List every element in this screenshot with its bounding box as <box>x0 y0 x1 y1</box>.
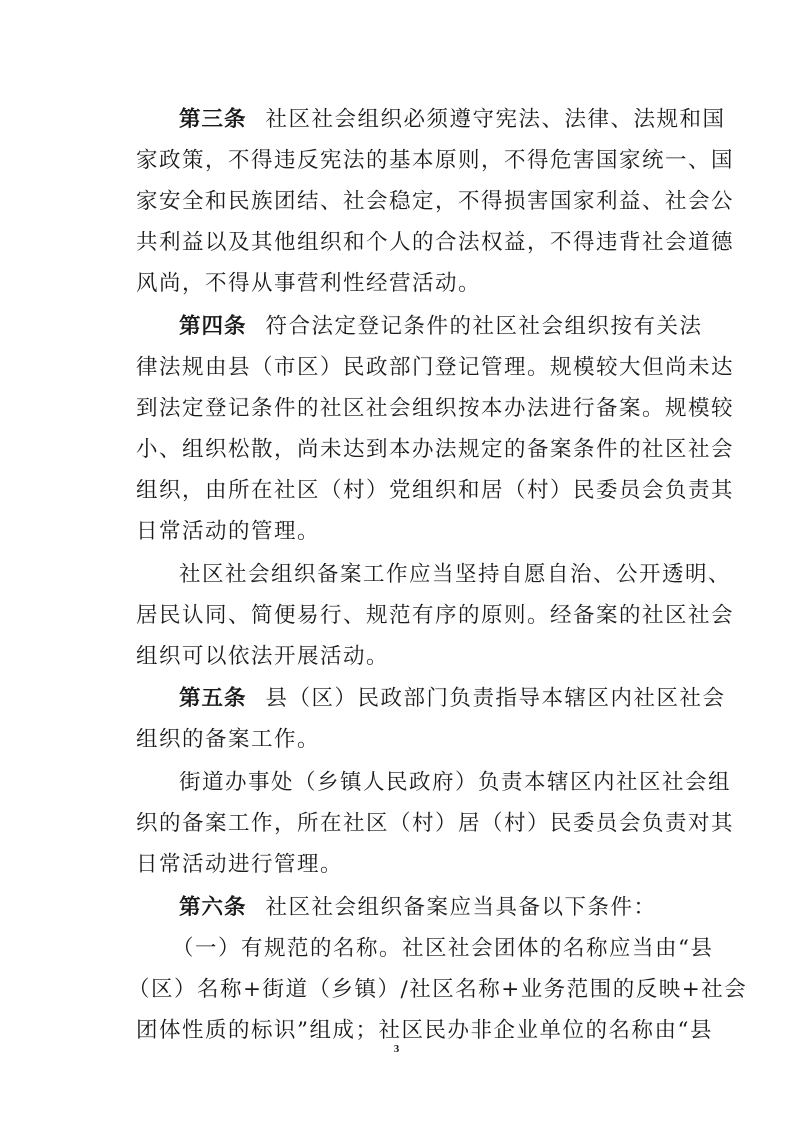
article3-line-4: 共利益以及其他组织和个人的合法权益，不得违背社会道德 <box>136 230 735 255</box>
article4-para2-line-2: 居民认同、简便易行、规范有序的原则。经备案的社区社会 <box>136 603 735 628</box>
article5-para2-line-2: 织的备案工作，所在社区（村）居（村）民委员会负责对其 <box>136 811 735 836</box>
article6-item1-line-2: （区）名称+街道（乡镇）/社区名称+业务范围的反映+社会 <box>128 977 748 1002</box>
page-number: 3 <box>393 1043 400 1055</box>
article4-line-3: 到法定登记条件的社区社会组织按本办法进行备案。规模较 <box>136 396 735 421</box>
article3-line-2: 家政策，不得违反宪法的基本原则，不得危害国家统一、国 <box>136 148 735 173</box>
article3-line-3: 家安全和民族团结、社会稳定，不得损害国家利益、社会公 <box>136 189 735 214</box>
article4-line-2: 律法规由县（市区）民政部门登记管理。规模较大但尚未达 <box>136 355 735 380</box>
article6-heading: 第六条 <box>179 895 247 920</box>
article5-para2-line-3: 日常活动进行管理。 <box>136 852 344 877</box>
article6-item1-line-1: （一）有规范的名称。社区社会团体的名称应当由“县 <box>172 936 714 961</box>
article5-text: 县（区）民政部门负责指导本辖区内社区社会 <box>265 686 726 711</box>
article3-line-1 <box>0 105 793 135</box>
article4-para2-line-1: 社区社会组织备案工作应当坚持自愿自治、公开透明、 <box>179 562 732 587</box>
article6-item1-line-3: 团体性质的标识”组成；社区民办非企业单位的名称由“县 <box>136 1018 713 1043</box>
article3-heading: 第三条 <box>179 107 247 132</box>
article4-text: 符合法定登记条件的社区社会组织按有关法 <box>265 314 703 339</box>
article4-line-5: 组织，由所在社区（村）党组织和居（村）民委员会负责其 <box>136 478 735 503</box>
article6-line-1 <box>0 893 793 923</box>
article6-text: 社区社会组织备案应当具备以下条件： <box>265 895 657 920</box>
article5-line-2: 组织的备案工作。 <box>136 727 321 752</box>
article4-heading: 第四条 <box>179 314 247 339</box>
article5-para2-line-1: 街道办事处（乡镇人民政府）负责本辖区内社区社会组 <box>179 770 732 795</box>
article5-heading: 第五条 <box>179 686 247 711</box>
article4-line-1 <box>0 312 793 342</box>
article4-para2-line-3: 组织可以依法开展活动。 <box>136 644 390 669</box>
article5-line-1 <box>0 684 793 714</box>
article4-line-6: 日常活动的管理。 <box>136 519 321 544</box>
article3-text: 社区社会组织必须遵守宪法、法律、法规和国 <box>265 107 726 132</box>
article4-line-4: 小、组织松散，尚未达到本办法规定的备案条件的社区社会 <box>136 437 735 462</box>
article3-line-5: 风尚，不得从事营利性经营活动。 <box>136 271 482 296</box>
